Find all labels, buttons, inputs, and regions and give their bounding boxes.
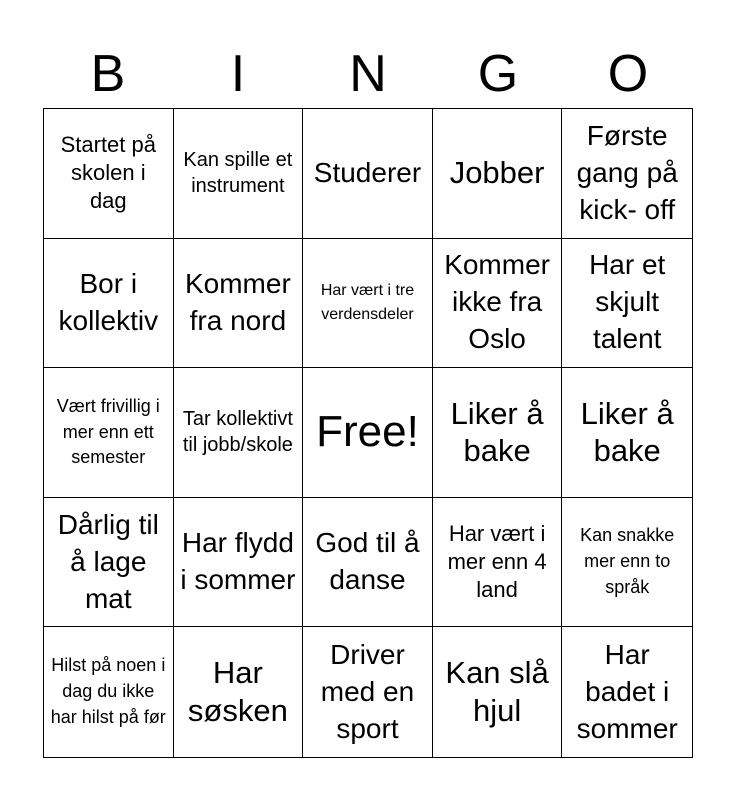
bingo-cell-r1c2[interactable] [174,109,304,239]
bingo-cell-r5c3[interactable] [303,627,433,757]
bingo-cell-r4c5[interactable] [562,498,692,628]
cell-text: Studerer [313,156,422,188]
cell-text: Har vært i tre verdensdeler [320,281,415,323]
bingo-cell-r4c3[interactable] [303,498,433,628]
header-letter-g: G [477,45,519,103]
cell-text: Hilst på noen i dag du ikke har hilst på før [50,655,166,728]
bingo-cell-r5c5[interactable] [562,627,692,757]
bingo-cell-r1c5[interactable] [562,109,692,239]
bingo-cell-r2c1[interactable] [44,239,174,369]
cell-text: Driver med en sport [320,638,415,744]
bingo-cell-r2c4[interactable] [433,239,563,369]
cell-text: Dårlig til å lage mat [57,508,159,614]
cell-text: Startet på skolen i dag [60,132,156,214]
bingo-cell-r5c1[interactable] [44,627,174,757]
bingo-cell-r4c1[interactable] [44,498,174,628]
bingo-header [43,40,693,108]
header-letter-n: N [349,45,387,103]
cell-text: Kan snakke mer enn to språk [580,525,675,598]
cell-text: God til å danse [315,527,420,596]
free-space-text: Free! [316,407,419,457]
cell-text: Har søsken [187,655,288,729]
bingo-cell-r4c4[interactable] [433,498,563,628]
cell-text: Kommer fra nord [184,267,291,336]
bingo-cell-r2c2[interactable] [174,239,304,369]
bingo-cell-r5c2[interactable] [174,627,304,757]
bingo-cell-r3c5[interactable] [562,368,692,498]
cell-text: Liker å bake [580,395,674,469]
cell-text: Har et skjult talent [589,249,666,355]
header-letter-o: O [607,45,649,103]
cell-text: Har flydd i sommer [180,527,296,596]
bingo-cell-r5c4[interactable] [433,627,563,757]
bingo-cell-r3c4[interactable] [433,368,563,498]
cell-text: Har badet i sommer [576,638,678,744]
bingo-cell-free[interactable] [303,368,433,498]
cell-text: Liker å bake [450,395,544,469]
header-letter-b: B [90,45,126,103]
cell-text: Kommer ikke fra Oslo [444,249,550,355]
bingo-cell-r2c3[interactable] [303,239,433,369]
cell-text: Kan spille et instrument [183,148,293,198]
bingo-cell-r4c2[interactable] [174,498,304,628]
bingo-cell-r3c1[interactable] [44,368,174,498]
cell-text: Tar kollektivt til jobb/skole [182,407,293,457]
cell-text: Kan slå hjul [445,655,549,729]
bingo-cell-r1c4[interactable] [433,109,563,239]
bingo-cell-r1c3[interactable] [303,109,433,239]
cell-text: Har vært i mer enn 4 land [447,520,547,603]
cell-text: Første gang på kick- off [576,119,678,225]
bingo-cell-r2c5[interactable] [562,239,692,369]
bingo-cell-r3c2[interactable] [174,368,304,498]
bingo-cell-r1c1[interactable] [44,109,174,239]
bingo-board [43,108,693,758]
cell-text: Jobber [449,155,545,191]
header-letter-i: I [230,45,246,103]
cell-text: Vært frivillig i mer enn ett semester [56,395,160,468]
cell-text: Bor i kollektiv [58,267,159,336]
